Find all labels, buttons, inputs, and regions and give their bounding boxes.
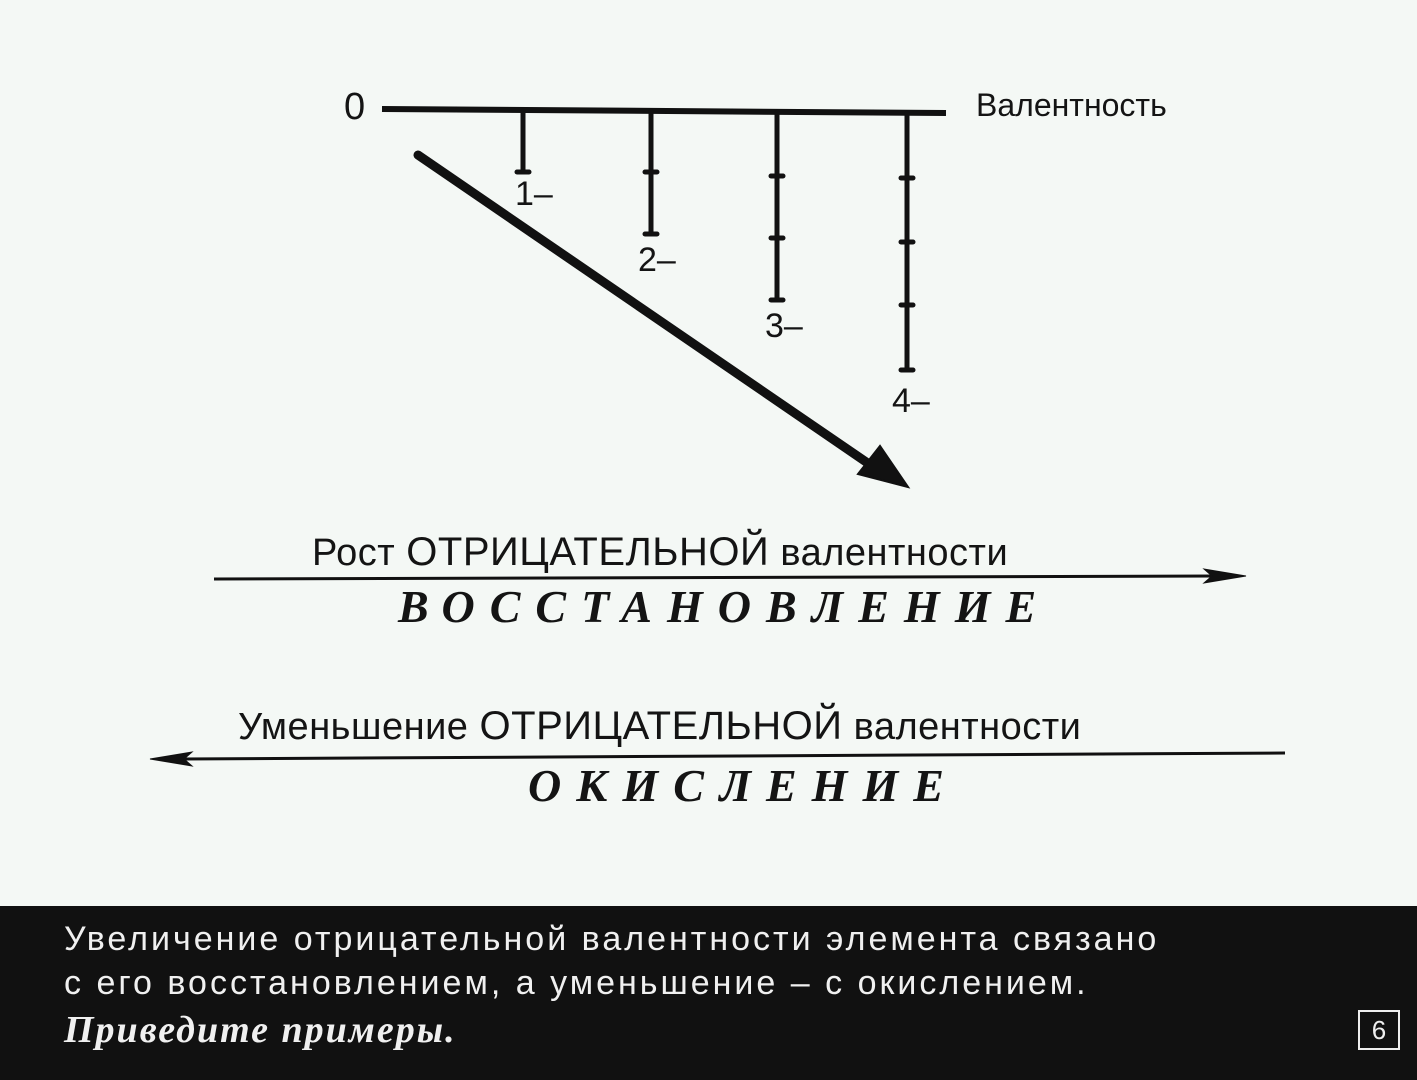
caption-line-1: Увеличение отрицательной валентности элемента связано [64, 920, 1160, 958]
oxidation-caps-word: ОТРИЦАТЕЛЬНОЙ [479, 704, 843, 748]
frame-number: 6 [1358, 1010, 1400, 1050]
level-label-2: 2– [638, 241, 676, 279]
level-label-1: 1– [515, 175, 553, 213]
diagonal-arrow [418, 155, 908, 487]
valence-bar-3 [771, 112, 783, 300]
reduction-word-1: Рост [312, 532, 396, 574]
reduction-process: ВОССТАНОВЛЕНИЕ [398, 581, 1052, 632]
caption-prompt: Приведите примеры. [64, 1009, 457, 1051]
valence-bar-4 [901, 113, 913, 370]
axis-zero-label: 0 [344, 86, 366, 128]
caption-band [0, 906, 1417, 1080]
oxidation-phrase [238, 706, 1081, 746]
level-label-4: 4– [892, 382, 930, 420]
valence-bar-2 [645, 111, 657, 234]
axis-title: Валентность [976, 87, 1167, 123]
caption-line-2: с его восстановлением, а уменьшение – с окислением. [64, 964, 1089, 1002]
oxidation-word-3: валентности [853, 706, 1082, 748]
reduction-word-3: валентности [780, 532, 1009, 574]
valence-bar-1 [517, 111, 529, 172]
level-label-3: 3– [765, 307, 803, 345]
reduction-phrase [312, 532, 1008, 572]
reduction-caps-word: ОТРИЦАТЕЛЬНОЙ [406, 530, 770, 574]
oxidation-process: ОКИСЛЕНИЕ [528, 760, 959, 811]
valence-axis [382, 109, 946, 113]
oxidation-word-1: Уменьшение [238, 706, 469, 748]
